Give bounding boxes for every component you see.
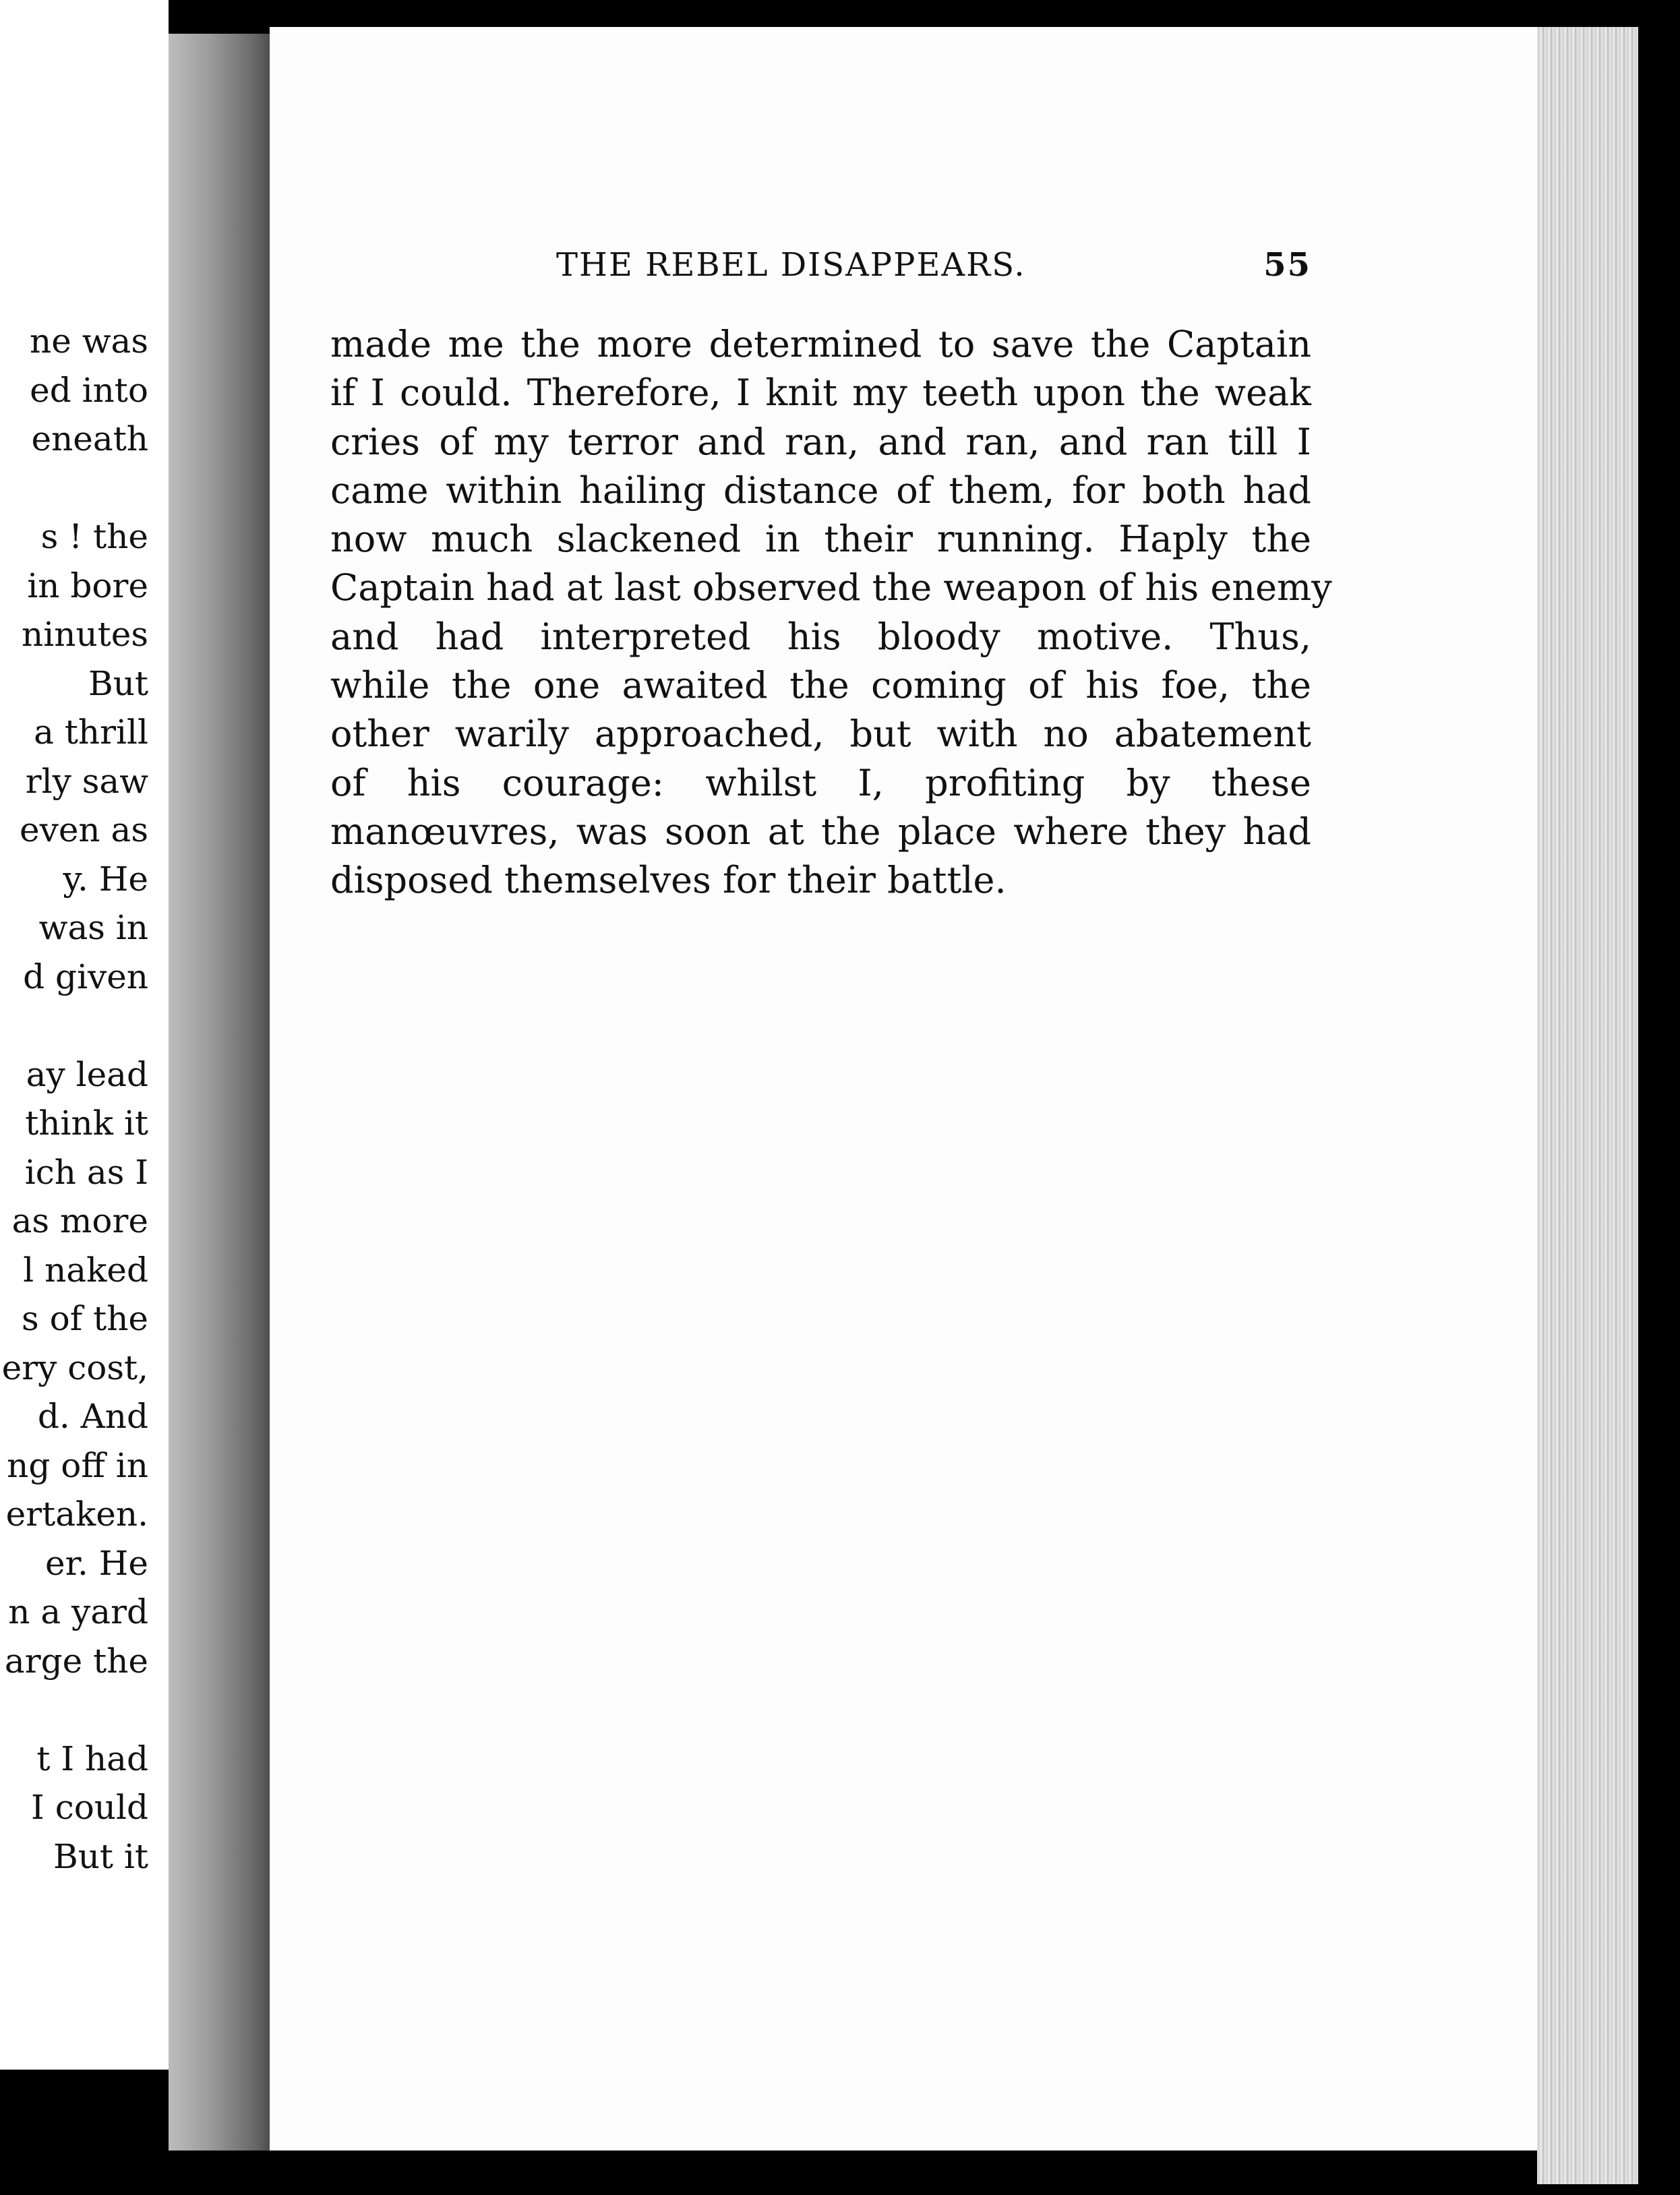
left-page: [0, 0, 169, 2070]
left-line: s of the: [22, 1299, 148, 1338]
left-page-text: [0, 317, 148, 1881]
left-line: rly saw: [25, 761, 148, 801]
left-line: ery cost,: [1, 1348, 148, 1387]
left-line: s ! the: [40, 517, 148, 556]
left-line: d. And: [37, 1397, 148, 1436]
left-line: ertaken.: [5, 1495, 148, 1534]
text-line: other warily approached, but with no abatement: [330, 713, 1311, 756]
left-line: ay lead: [26, 1054, 148, 1094]
left-line: arge the: [4, 1641, 148, 1681]
left-line: think it: [25, 1104, 148, 1143]
text-line: manœuvres, was soon at the place where they had: [330, 810, 1311, 853]
running-head: [556, 246, 1311, 293]
left-line: l naked: [23, 1250, 148, 1290]
left-line: But it: [53, 1836, 148, 1876]
left-line: [0, 464, 148, 513]
left-line: as more: [11, 1201, 148, 1240]
left-line: ed into: [30, 370, 148, 410]
left-line: [0, 1001, 148, 1050]
left-line: n a yard: [8, 1592, 148, 1631]
left-line: even as: [20, 810, 148, 849]
page-number: 55: [1263, 246, 1311, 284]
left-line: eneath: [31, 419, 148, 458]
left-line: I could: [31, 1788, 148, 1827]
body-text: [330, 320, 1332, 905]
text-line: cries of my terror and ran, and ran, and ran till I: [330, 420, 1311, 463]
text-line: Captain had at last observed the weapon of his enemy: [330, 566, 1332, 609]
left-line: er. He: [45, 1543, 148, 1583]
left-line: in bore: [27, 566, 148, 605]
left-line: a thrill: [34, 713, 148, 752]
text-line: if I could. Therefore, I knit my teeth upon the weak: [330, 371, 1311, 415]
text-line: while the one awaited the coming of his foe, the: [330, 664, 1311, 707]
left-line: ninutes: [22, 615, 148, 654]
text-line: and had interpreted his bloody motive. Thus,: [330, 615, 1311, 658]
running-head-title: THE REBEL DISAPPEARS.: [556, 246, 1026, 284]
text-line: of his courage: whilst I, profiting by these: [330, 761, 1311, 804]
left-line: But: [88, 663, 148, 703]
text-line: made me the more determined to save the Captain: [330, 323, 1311, 365]
left-line: t I had: [36, 1739, 148, 1778]
left-line: was in: [38, 908, 148, 947]
page-block-edge: [1537, 27, 1638, 2184]
text-line: disposed themselves for their battle.: [330, 859, 1007, 902]
left-line: d given: [23, 957, 148, 996]
left-line: [0, 1685, 148, 1735]
left-line: ne was: [30, 322, 148, 361]
text-line: now much slackened in their running. Haply the: [330, 518, 1311, 561]
left-line: ng off in: [7, 1445, 148, 1485]
text-line: came within hailing distance of them, for both had: [330, 469, 1311, 512]
left-line: ich as I: [24, 1152, 148, 1192]
left-line: y. He: [63, 859, 148, 899]
